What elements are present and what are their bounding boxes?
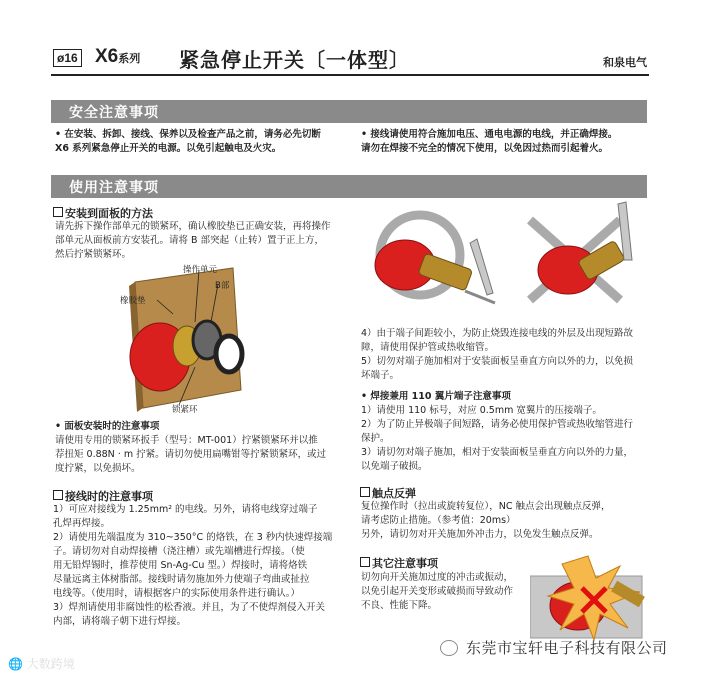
impact-warning-illustration <box>530 548 648 648</box>
usage-heading: 使用注意事项 <box>69 180 159 196</box>
other-notes-text: 切勿向开关施加过度的冲击或振动， 以免引起开关变形或破损而导致动作 不良、性能下降。 <box>361 572 514 611</box>
watermark-left: 🌐 大数跨境 <box>8 657 75 671</box>
incorrect-soldering-illustration <box>510 200 645 315</box>
label-rubber-gasket: 橡胶垫 <box>120 296 146 306</box>
diameter-badge: ø16 <box>53 49 82 67</box>
usage-section-header <box>51 175 647 198</box>
page-header <box>51 44 649 76</box>
safety-left-text: • 在安装、拆卸、接线、保养以及检查产品之前，请务必先切断 X6 系列紧急停止开关的电源。以免引起触电及火灾。 <box>55 129 321 154</box>
wiring-title: 接线时的注意事项 <box>53 488 153 504</box>
label-operating-unit: 操作单元 <box>183 265 218 275</box>
label-b-part: B部 <box>215 281 230 291</box>
safety-section-header <box>51 100 647 123</box>
panel-install-illustration <box>115 262 250 417</box>
contact-bounce-text: 复位操作时（拉出或旋转复位），NC 触点会出现触点反弹， 请考虑防止措施。（参考值：20ms） 另外，请切勿对开关施加外冲击力，以免发生触点反弹。 <box>361 501 611 540</box>
other-notes-title: 其它注意事项 <box>360 555 438 571</box>
wiring-text: 1）可应对接线为 1.25mm² 的电线。另外，请将电线穿过端子 孔焊再焊接。 2）请使用先端温度为 310~350°C 的烙铁，在 3 秒内快速焊接端 子。请切勿对自动焊接槽（浇注槽）或先端槽进行焊接。（使 用无铅焊锡时，推荐使用 Sn-Ag-Cu 型。）焊接时，请将烙铁 尽量远离主体树脂部。接线时请勿施加外力使端子弯曲或扯拉 电线等。（使用时，请根据客户的实际使用条件进行确认。） 3）焊剂请使用非腐蚀性的松香液。并且，为了不使焊剂侵入开关 内部，请将端子朝下进行焊接。 <box>53 504 333 627</box>
wechat-icon <box>440 640 458 656</box>
model-name: X6系列 <box>95 46 141 67</box>
terminal-notes: 4）由于端子间距较小，为防止烧毁连接电线的外层及出现短路故 障，请使用保护管或热收缩管。 5）切勿对端子施加相对于安装面板呈垂直方向以外的力，以免损 坏端子。 <box>361 328 634 381</box>
brand-name: 和泉电气 <box>603 56 647 69</box>
tab-terminal-notes: • 焊接兼用 110 翼片端子注意事项 1）请使用 110 标号，对应 0.5mm 宽翼片的压接端子。 2）为了防止异极端子间短路，请务必使用保护管或热收缩管进行 保护。 3）请切勿对端子施加，相对于安装面板呈垂直方向以外的力量， 以免端子破损。 <box>361 391 634 472</box>
label-lock-ring: 锁紧环 <box>172 405 198 415</box>
safety-heading: 安全注意事项 <box>69 105 159 121</box>
safety-right-text: • 接线请使用符合施加电压、通电电源的电线，并正确焊接。 请勿在焊接不完全的情况下使用，以免因过热而引起着火。 <box>361 129 618 154</box>
company-watermark: 东莞市宝轩电子科技有限公司 <box>440 637 668 658</box>
page-title: 紧急停止开关〔一体型〕 <box>179 48 410 72</box>
contact-bounce-title: 触点反弹 <box>360 485 416 501</box>
install-text: 请先拆下操作部单元的锁紧环，确认橡胶垫已正确安装，再将操作 部单元从面板前方安装孔。请将 B 部突起（止转）置于正上方， 然后拧紧锁紧环。 <box>55 221 331 260</box>
correct-soldering-illustration <box>365 203 500 318</box>
panel-notes: • 面板安装时的注意事项 请使用专用的锁紧环扳手（型号：MT-001）拧紧锁紧环并以推 荐扭矩 0.88N · m 拧紧。请切勿使用扁嘴钳等拧紧锁紧环，或过 度拧紧，以免损坏。 <box>55 421 327 474</box>
install-title: 安装到面板的方法 <box>53 205 153 221</box>
